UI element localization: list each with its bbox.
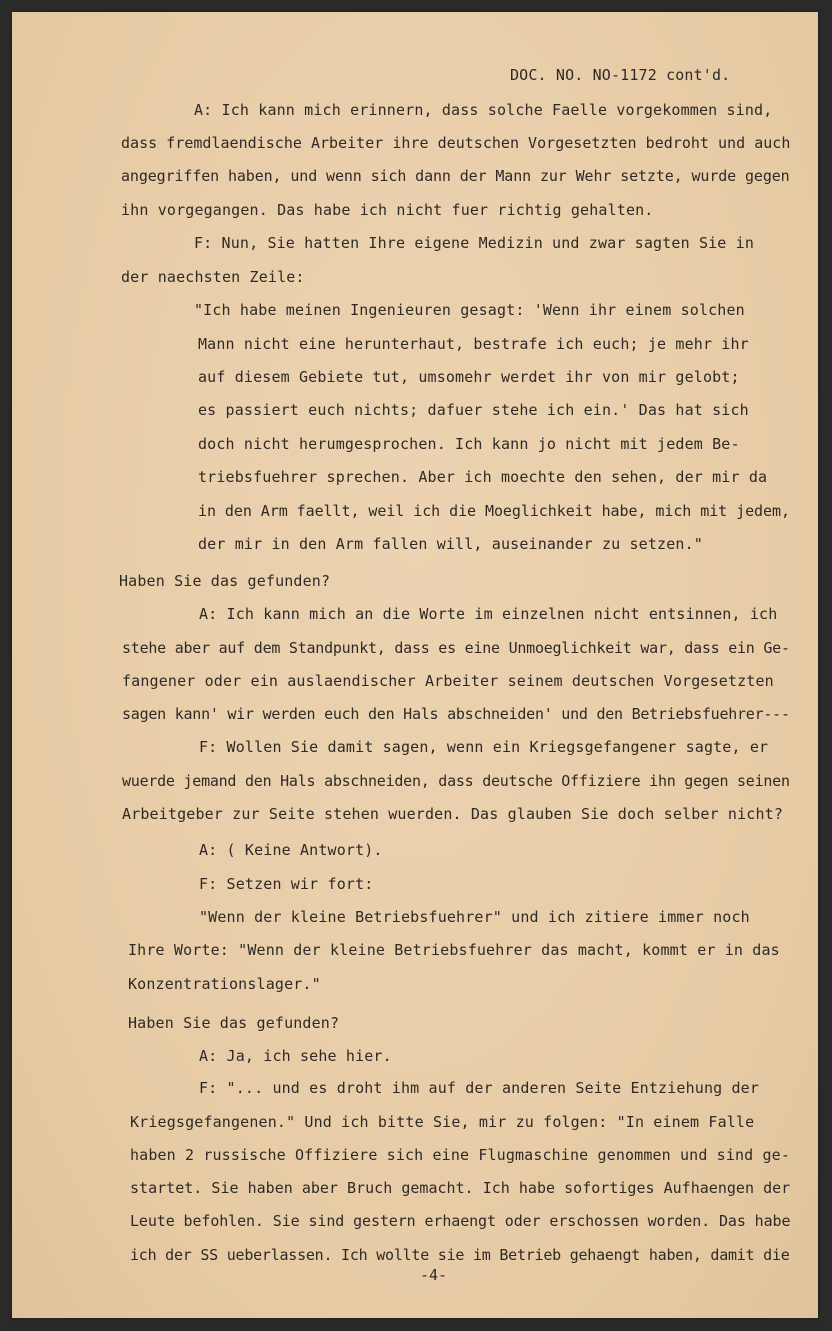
text-line: Haben Sie das gefunden? xyxy=(128,1014,340,1032)
text-line: Arbeitgeber zur Seite stehen wuerden. Das glauben Sie doch selber nicht? xyxy=(122,805,784,823)
text-line: doch nicht herumgesprochen. Ich kann jo nicht mit jedem Be- xyxy=(198,435,740,453)
text-line: startet. Sie haben aber Bruch gemacht. Ich habe sofortiges Aufhaengen der xyxy=(130,1179,791,1197)
text-line: der mir in den Arm fallen will, auseinander zu setzen." xyxy=(198,535,703,553)
text-line: ich der SS ueberlassen. Ich wollte sie im Betrieb gehaengt haben, damit die xyxy=(130,1246,790,1264)
text-line: der naechsten Zeile: xyxy=(121,268,305,286)
text-line: A: ( Keine Antwort). xyxy=(199,841,383,859)
text-line: Kriegsgefangenen." Und ich bitte Sie, mir zu folgen: "In einem Falle xyxy=(130,1113,755,1131)
page-number: -4- xyxy=(420,1266,448,1284)
text-line: A: Ja, ich sehe hier. xyxy=(199,1047,392,1065)
text-line: Konzentrationslager." xyxy=(128,975,321,993)
text-line: Mann nicht eine herunterhaut, bestrafe ich euch; je mehr ihr xyxy=(198,335,749,353)
text-line: "Ich habe meinen Ingenieuren gesagt: 'Wenn ihr einem solchen xyxy=(194,301,745,319)
document-page xyxy=(12,12,818,1318)
text-line: wuerde jemand den Hals abschneiden, dass deutsche Offiziere ihn gegen seinen xyxy=(122,772,790,790)
text-line: F: "... und es droht ihm auf der anderen Seite Entziehung der xyxy=(199,1079,760,1097)
text-line: "Wenn der kleine Betriebsfuehrer" und ich zitiere immer noch xyxy=(199,908,750,926)
text-line: F: Nun, Sie hatten Ihre eigene Medizin und zwar sagten Sie in xyxy=(194,234,755,252)
text-line: haben 2 russische Offiziere sich eine Flugmaschine genommen und sind ge- xyxy=(130,1146,791,1164)
text-line: es passiert euch nichts; dafuer stehe ich ein.' Das hat sich xyxy=(198,401,749,419)
text-line: dass fremdlaendische Arbeiter ihre deutschen Vorgesetzten bedroht und auch xyxy=(121,134,791,152)
doc-number: DOC. NO. NO-1172 cont'd. xyxy=(510,66,731,84)
text-line: A: Ich kann mich an die Worte im einzelnen nicht entsinnen, ich xyxy=(199,605,778,623)
text-line: stehe aber auf dem Standpunkt, dass es eine Unmoeglichkeit war, dass ein Ge- xyxy=(122,639,790,657)
text-line: auf diesem Gebiete tut, umsomehr werdet ihr von mir gelobt; xyxy=(198,368,740,386)
text-line: sagen kann' wir werden euch den Hals abschneiden' und den Betriebsfuehrer--- xyxy=(122,705,790,723)
text-line: A: Ich kann mich erinnern, dass solche Faelle vorgekommen sind, xyxy=(194,101,773,119)
text-line: angegriffen haben, und wenn sich dann der Mann zur Wehr setzte, wurde gegen xyxy=(121,167,790,185)
text-line: ihn vorgegangen. Das habe ich nicht fuer richtig gehalten. xyxy=(121,201,654,219)
text-line: Ihre Worte: "Wenn der kleine Betriebsfuehrer das macht, kommt er in das xyxy=(128,941,780,959)
text-line: Leute befohlen. Sie sind gestern erhaengt oder erschossen worden. Das habe xyxy=(130,1212,791,1230)
text-line: F: Wollen Sie damit sagen, wenn ein Kriegsgefangener sagte, er xyxy=(199,738,769,756)
text-line: Haben Sie das gefunden? xyxy=(119,572,331,590)
text-line: fangener oder ein auslaendischer Arbeiter seinem deutschen Vorgesetzten xyxy=(122,672,774,690)
text-line: triebsfuehrer sprechen. Aber ich moechte den sehen, der mir da xyxy=(198,468,768,486)
text-line: F: Setzen wir fort: xyxy=(199,875,374,893)
text-line: in den Arm faellt, weil ich die Moeglichkeit habe, mich mit jedem, xyxy=(198,502,790,520)
